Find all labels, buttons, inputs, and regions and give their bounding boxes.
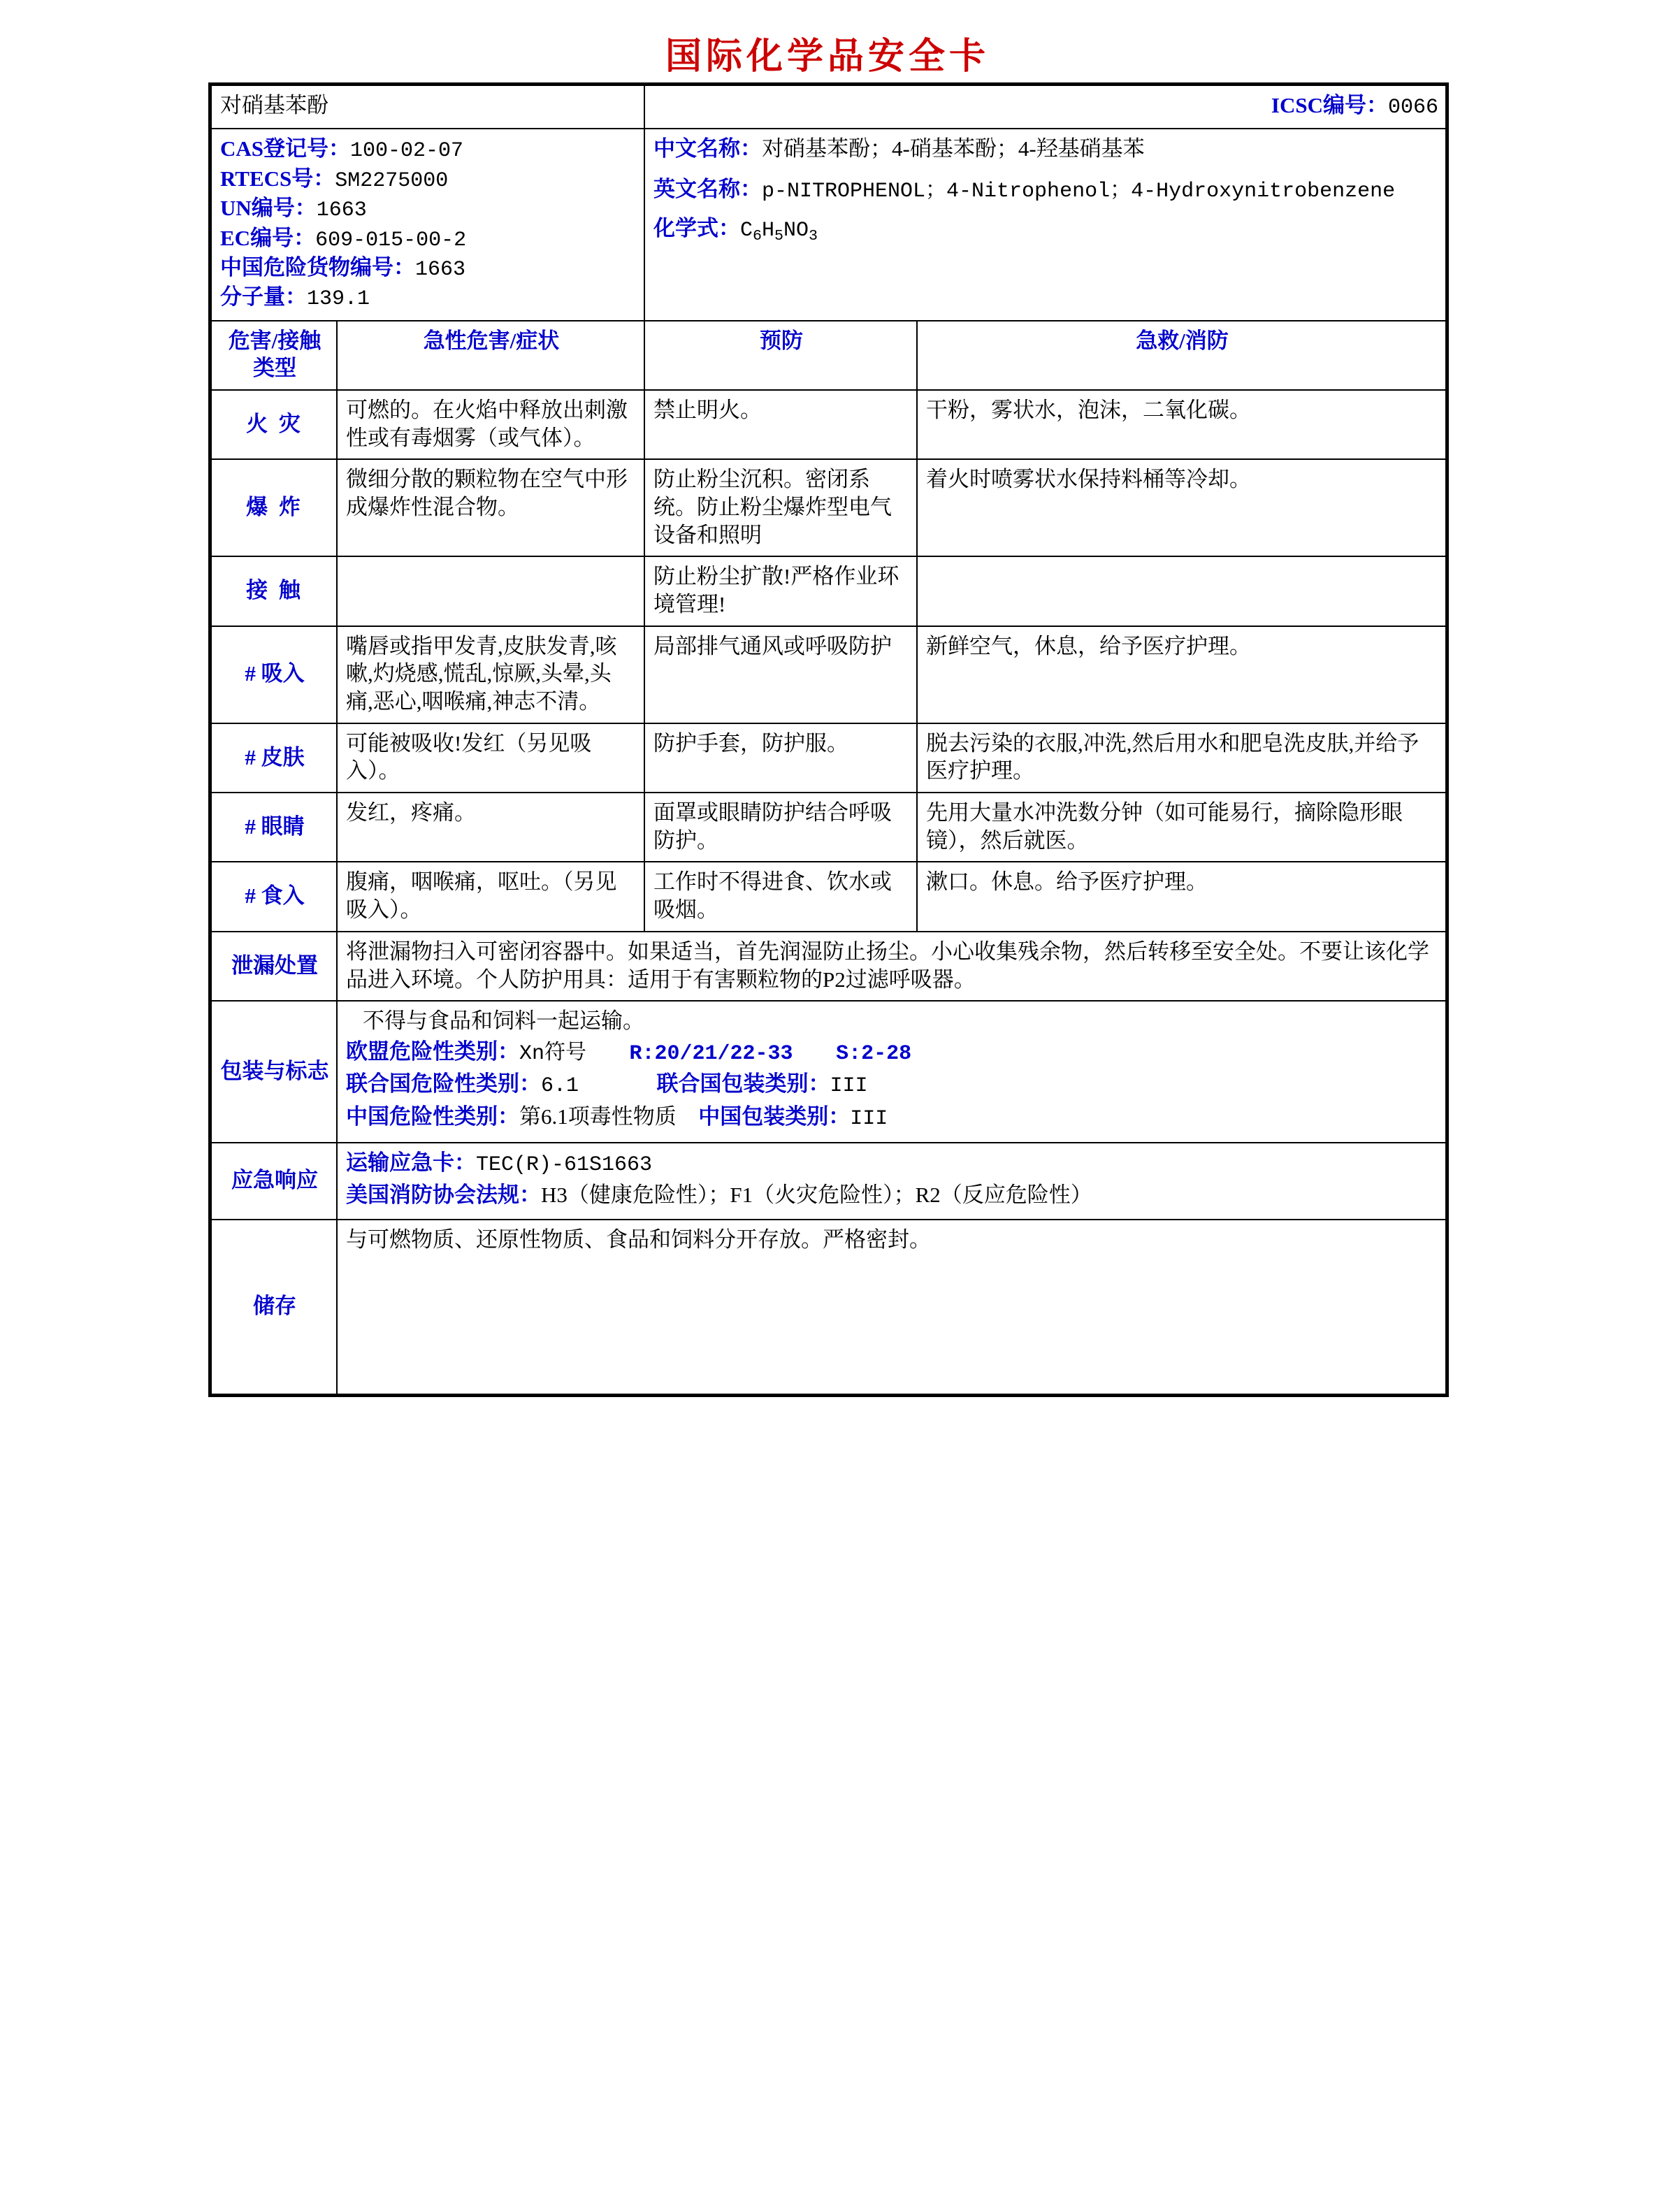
cn-class-value: 第6.1项毒性物质 — [519, 1104, 677, 1129]
rtecs-line — [220, 165, 637, 194]
un-pack-label: 联合国包装类别： — [656, 1071, 830, 1097]
row-label-fire: 火 灾 — [211, 390, 337, 459]
row-label-packaging: 包装与标志 — [211, 1001, 337, 1143]
cn-pack-value: III — [850, 1106, 888, 1131]
packaging-line-cn — [346, 1103, 1438, 1132]
row-text-spill: 将泄漏物扫入可密闭容器中。如果适当，首先润湿防止扬尘。小心收集残余物，然后转移至安全处。不要让该化学品进入环境。个人防护用具：适用于有害颗粒物的P2过滤呼吸器。 — [337, 932, 1446, 1001]
row-firstaid-eyes: 先用大量水冲洗数分钟（如可能易行，摘除隐形眼镜），然后就医。 — [917, 793, 1446, 862]
ec-label: EC编号： — [220, 225, 316, 250]
nfpa-value: H3（健康危险性）；F1（火灾危险性）；R2（反应危险性） — [541, 1183, 1092, 1208]
col-header-firstaid: 急救/消防 — [917, 321, 1446, 390]
row-firstaid-inhalation: 新鲜空气，休息，给予医疗护理。 — [917, 626, 1446, 723]
icsc-label: ICSC编号： — [1271, 93, 1388, 117]
molweight-label: 分子量： — [220, 284, 307, 310]
row-firstaid-skin: 脱去污染的衣服,冲洗,然后用水和肥皂洗皮肤,并给予医疗护理。 — [917, 723, 1446, 793]
emergency-line-tec — [346, 1149, 1438, 1178]
row-text-emergency — [337, 1143, 1446, 1220]
col-header-type: 危害/接触类型 — [211, 321, 337, 390]
cn-dangerous-value: 1663 — [415, 257, 466, 282]
row-firstaid-exposure — [917, 556, 1446, 626]
formula-value: $C_6H_5NO_3$ — [740, 219, 818, 245]
row-prevention-eyes: 面罩或眼睛防护结合呼吸防护。 — [644, 793, 917, 862]
un-class-label: 联合国危险性类别： — [346, 1071, 541, 1097]
table-row-storage — [211, 1220, 1446, 1394]
row-firstaid-explosion: 着火时喷雾状水保持料桶等冷却。 — [917, 459, 1446, 556]
card-header-row — [211, 85, 1446, 129]
en-name-label: 英文名称： — [653, 177, 762, 202]
identification-row — [211, 129, 1446, 320]
table-row — [211, 390, 1446, 459]
row-hazards-skin: 可能被吸收!发红（另见吸入）。 — [337, 723, 644, 793]
col-header-hazards: 急性危害/症状 — [337, 321, 644, 390]
row-label-spill: 泄漏处置 — [211, 932, 337, 1001]
un-line — [220, 194, 637, 224]
eu-class-label: 欧盟危险性类别： — [346, 1039, 519, 1064]
table-row-packaging — [211, 1001, 1446, 1143]
en-name-line — [653, 175, 1438, 205]
row-label-explosion: 爆 炸 — [211, 459, 337, 556]
icsc-number-cell — [644, 85, 1446, 129]
un-class-value: 6.1 — [541, 1074, 579, 1099]
row-prevention-skin: 防护手套，防护服。 — [644, 723, 917, 793]
row-hazards-ingestion: 腹痛，咽喉痛，呕吐。（另见吸入）。 — [337, 862, 644, 931]
table-row — [211, 862, 1446, 931]
row-prevention-fire: 禁止明火。 — [644, 390, 917, 459]
row-prevention-inhalation: 局部排气通风或呼吸防护 — [644, 626, 917, 723]
table-row — [211, 723, 1446, 793]
row-label-exposure: 接 触 — [211, 556, 337, 626]
eu-r-phrases: R:20/21/22-33 — [629, 1041, 793, 1066]
row-prevention-exposure: 防止粉尘扩散!严格作业环境管理! — [644, 556, 917, 626]
row-hazards-eyes: 发红，疼痛。 — [337, 793, 644, 862]
table-row — [211, 793, 1446, 862]
row-label-storage: 储存 — [211, 1220, 337, 1394]
formula-line — [653, 215, 1438, 247]
cn-name-label: 中文名称： — [653, 136, 762, 161]
cn-name-line — [653, 135, 1438, 163]
packaging-line-eu — [346, 1038, 1438, 1067]
rtecs-value: SM2275000 — [335, 168, 449, 193]
identification-left — [211, 129, 644, 320]
row-hazards-inhalation: 嘴唇或指甲发青,皮肤发青,咳嗽,灼烧感,慌乱,惊厥,头晕,头痛,恶心,咽喉痛,神志不清。 — [337, 626, 644, 723]
row-hazards-exposure — [337, 556, 644, 626]
cn-dangerous-line — [220, 254, 637, 283]
row-hazards-explosion: 微细分散的颗粒物在空气中形成爆炸性混合物。 — [337, 459, 644, 556]
safety-card-table — [210, 85, 1447, 1395]
tec-value: TEC(R)-61S1663 — [476, 1153, 653, 1178]
row-label-emergency: 应急响应 — [211, 1143, 337, 1220]
row-label-skin: # 皮肤 — [211, 723, 337, 793]
row-prevention-explosion: 防止粉尘沉积。密闭系统。防止粉尘爆炸型电气设备和照明 — [644, 459, 917, 556]
tec-label: 运输应急卡： — [346, 1150, 476, 1176]
row-label-eyes: # 眼睛 — [211, 793, 337, 862]
row-hazards-fire: 可燃的。在火焰中释放出刺激性或有毒烟雾（或气体）。 — [337, 390, 644, 459]
cn-class-label: 中国危险性类别： — [346, 1104, 519, 1129]
row-text-packaging — [337, 1001, 1446, 1143]
identification-right — [644, 129, 1446, 320]
page-title: 国际化学品安全卡 — [665, 37, 990, 77]
un-value: 1663 — [316, 198, 367, 223]
column-header-row — [211, 321, 1446, 390]
col-header-prevention: 预防 — [644, 321, 917, 390]
safety-card — [208, 82, 1449, 1397]
formula-label: 化学式： — [653, 216, 740, 241]
cn-pack-label: 中国包装类别： — [698, 1104, 851, 1129]
table-row — [211, 459, 1446, 556]
molweight-line — [220, 283, 637, 312]
ec-line — [220, 224, 637, 254]
en-name-value: p-NITROPHENOL；4-Nitrophenol；4-Hydroxynitrobenzene — [762, 180, 1396, 204]
row-prevention-ingestion: 工作时不得进食、饮水或吸烟。 — [644, 862, 917, 931]
table-row-spill — [211, 932, 1446, 1001]
packaging-line-un — [346, 1070, 1438, 1099]
row-label-inhalation: # 吸入 — [211, 626, 337, 723]
row-label-ingestion: # 食入 — [211, 862, 337, 931]
cn-name-value: 对硝基苯酚；4-硝基苯酚；4-羟基硝基苯 — [762, 136, 1145, 161]
ec-value: 609-015-00-2 — [315, 228, 467, 252]
cas-value: 100-02-07 — [350, 139, 464, 164]
rtecs-label: RTECS号： — [220, 166, 335, 191]
cn-dangerous-label: 中国危险货物编号： — [220, 254, 415, 280]
cas-label: CAS登记号： — [220, 136, 351, 161]
un-label: UN编号： — [220, 196, 317, 221]
eu-s-phrases: S:2-28 — [836, 1041, 912, 1066]
molweight-value: 139.1 — [307, 287, 370, 312]
table-row-emergency — [211, 1143, 1446, 1220]
cas-line — [220, 135, 637, 164]
eu-class-value: Xn符号 — [519, 1041, 587, 1066]
row-firstaid-ingestion: 漱口。休息。给予医疗护理。 — [917, 862, 1446, 931]
table-row — [211, 626, 1446, 723]
substance-name: 对硝基苯酚 — [211, 85, 644, 129]
un-pack-value: III — [830, 1074, 868, 1099]
packaging-line-transport: 不得与食品和饲料一起运输。 — [363, 1009, 644, 1034]
row-firstaid-fire: 干粉，雾状水，泡沫，二氧化碳。 — [917, 390, 1446, 459]
table-row — [211, 556, 1446, 626]
row-text-storage: 与可燃物质、还原性物质、食品和饲料分开存放。严格密封。 — [337, 1220, 1446, 1394]
nfpa-label: 美国消防协会法规： — [346, 1183, 541, 1208]
icsc-number: 0066 — [1387, 96, 1438, 120]
emergency-line-nfpa — [346, 1181, 1438, 1209]
